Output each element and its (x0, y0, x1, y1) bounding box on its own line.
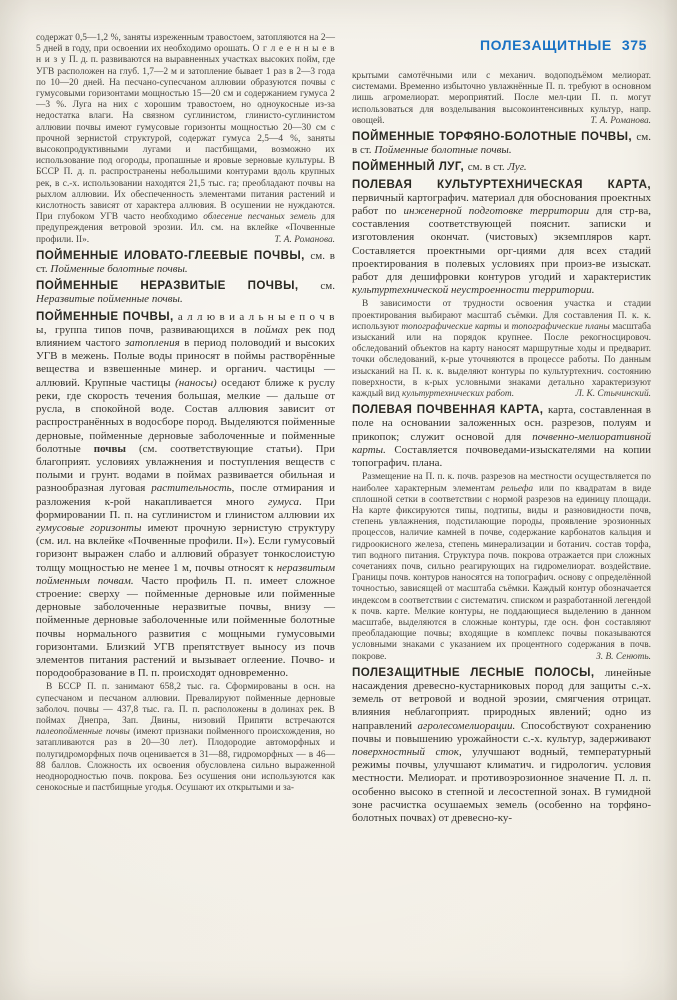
body-text: для стр-ва, составления соответствующей пояснит. записки и изготовления окончат. (чистовых) экземпляров карт. Составляется проектными орг-циями для всех стадий проектирования в полевых условиях при произ-ве изыскат. работ для дешифровки контуров угодий и характеристик (352, 205, 651, 284)
headword-text: ПОЛЕВАЯ КУЛЬТУРТЕХНИЧЕСКАЯ КАРТА, (352, 177, 651, 191)
italic-term: Луг. (507, 161, 527, 174)
italic-term: (наносы) (175, 376, 217, 389)
author-signature: Т. А. Романова. (274, 234, 335, 245)
headword-text: ПОЛЕВАЯ ПОЧВЕННАЯ КАРТА, (352, 403, 548, 417)
italic-term: почвенно-мелиоративной карты. (352, 430, 651, 456)
italic-term: растительность (151, 482, 232, 495)
running-head (352, 37, 651, 53)
body-text: имеют прочную зернистую структуру (см. ил. на вклейке «Почвенные профили. II»). Если гумусовый горизонт выражен слабо и аллювий образует тонкослоистую толщу мощностью не менее 1 м, почвы относят к (36, 521, 335, 574)
entry-paragraph (352, 178, 651, 298)
italic-term: поверхностный сток (352, 745, 459, 758)
body-text: крытыми самотёчными или с механич. водоподъёмом мелиорат. системами. Временно избыточно увлажнённые П. п. требуют в основном лишь агромелиорат. мероприятий. После мел-ции П. п. могут использоваться для возделывания высокоинтенсивных культур, напр. овощей. (352, 71, 651, 126)
italic-term: Пойменные болотные почвы. (374, 144, 512, 157)
body-text: для предупреждения ветровой эрозии. Ил. см. на вклейке «Почвенные профили. II». (36, 212, 335, 245)
body-paragraph (36, 682, 335, 794)
italic-term: гумуса (268, 495, 299, 508)
body-text: или по квадратам в виде сплошной сетки в соответствии с нормой разрезов на единицу площади. На карте фиксируются типы, подтипы, виды и разновидности почв, степень увлажнения, подстилающие породы, проявление эрозионных процессов, наличие камней в почве, содержание карбонатов кальция и гидроокисного железа, степень минерализации и ботанич. состав торфа, тип водного питания. Структура почв. покрова отражается при сложных сочетаниях почв, сильно реагирующих на гидромелиорат. воздействие. Границы почв. контуров наносятся на топографич. основу с определённой точностью, зависящей от масштаба съёмки. Каждый контур обозначается индексом в соответствии с систематич. списком и разработанной легендой к почв. карте. Мелкие контуры, не поддающиеся выделению в данном масштабе, выделяются в сложные контуры, где осн. фон составляют преобладающие почвы; входящие в комплекс почвы показываются условными знаками с указанием их процентного содержания в почв. покрове. (352, 483, 652, 662)
spaced-term: О г л е е н н ы е в н и з у (36, 44, 335, 66)
body-text: линейные насаждения древесно-кустарниковых пород для защиты с.-х. земель от ветровой и водной эрозии, смягчения отрицат. влияния неблагоприят. природных явлений; одно из направлений (352, 666, 651, 732)
italic-term: поймах (254, 323, 288, 336)
italic-term: палеопойменные почвы (36, 727, 130, 738)
author-signature: З. В. Сенють. (596, 651, 651, 662)
bold-term: почвы (93, 442, 127, 455)
body-text: (имеют признаки пойменного происхождения, но затапливаются раз в 20—30 лет). Плодородие автоморфных и полугидроморфных почв оценивается в 31—88, гидроморфных — в 46—88 баллов. Сложность их освоения обусловлена сильно выраженной неоднородностью почв. покрова. Без осушения они используются как сенокосные и пастбищные угодья. Осушают их открытыми и за- (36, 727, 335, 794)
body-text: содержат 0,5—1,2 %, заняты изреженным травостоем, затопляются на 2—5 дней в году, при освоении их необходимо орошать. (36, 33, 335, 55)
body-text: В БССР П. п. занимают 658,2 тыс. га. Сформированы в осн. на супесчаном и песчаном аллювии. Превалируют пойменные дерновые заболоч. почвы — 437,8 тыс. га. П. п. расположены в долинах рек. В поймах Днепра, Зап. Двины, низовий Припяти встречаются (36, 682, 335, 726)
body-text: В зависимости от трудности освоения участка и стадии проектирования выбирают масштаб съёмки. Для составления П. к. к. используют (352, 299, 651, 332)
entry-paragraph (352, 666, 651, 825)
body-text: см. (320, 280, 335, 293)
body-text: масштаба изысканий или на порядок крупнее. После рекогносцировоч. обследований объектов на карту наносят маршрутные ходы и предварит. точки обследований, к-рые уточняются в процессе работы. По данным изысканий на П. к. к. выделяют контуры по культуртехнич. состоянию поверхности, в к-рых условными знаками детально характеризуют каждый вид (352, 321, 651, 400)
body-text: П. д. п. развиваются на выравненных участках высоких пойм, где УГВ расположен на глуб. 1,7—2 м и затопление бывает 1 раз в 2—3 года по 10—20 дней. На песчано-супесчаном аллювии образуются почвы с гумусовыми горизонтами мощностью 15—20 см и содержанием гумуса 2—3 %. Луга на них с хорошим травостоем, но одноукосные из-за недостатка влаги. На связном суглинистом, глинисто-суглинистом аллювии почвы имеют гумусовые горизонты мощностью 20—30 см с прочной зернистой структурой, содержат гумуса 2,5—4 %, заняты высокопродуктивными лугами и пастбищами, возможно их использование под огороды, пропашные и яровые зерновые культуры. В БССР П. д. п. распространены небольшими контурами вдоль крупных рек, в с.-х. использовании находятся 21,5 тыс. га; преобладают почвы на рыхлом аллювии. Их обеспеченность элементами питания растений и кислотность зависят от характера аллювия. В осушении не нуждаются. При глубоком УГВ часто необходимо (36, 55, 335, 223)
italic-term: агролесомелиорации. (417, 719, 516, 732)
italic-term: неразвитым пойменным почвам. (36, 561, 335, 587)
headword-text: ПОЙМЕННЫЕ ТОРФЯНО-БОЛОТНЫЕ ПОЧВЫ, (352, 130, 637, 144)
body-text: первичный картографич. материал для обоснования проектных работ по (352, 191, 651, 218)
body-paragraph (352, 472, 651, 662)
author-signature: Т. А. Романова. (590, 115, 651, 126)
italic-term: топографические планы (511, 321, 610, 332)
italic-term: Неразвитые пойменные почвы. (36, 293, 183, 306)
italic-term: затопления (124, 337, 180, 350)
page-edge-shadow (663, 0, 677, 1000)
entry-paragraph (352, 130, 651, 157)
headword-text: ПОЙМЕННЫЕ ИЛОВАТО-ГЛЕЕВЫЕ ПОЧВЫ, (36, 248, 311, 262)
right-column (352, 33, 651, 827)
headword-text: ПОЙМЕННЫЕ НЕРАЗВИТЫЕ ПОЧВЫ, (36, 279, 321, 293)
italic-term: культуртехнической неустроенности территории. (352, 284, 595, 297)
headword-text: ПОЙМЕННЫЙ ЛУГ, (352, 160, 468, 174)
body-text: , после отмирания и разложения к-рой накапливается много (36, 482, 335, 508)
running-head-word: ПОЛЕЗАЩИТНЫЕ (479, 37, 612, 53)
italic-term: облесение песчаных земель (203, 212, 316, 223)
body-text: рек под влиянием частого (36, 323, 335, 350)
body-text: Составляется почвоведами-изыскателями на копии топографич. плана. (352, 443, 651, 470)
body-paragraph (352, 71, 651, 127)
entry-paragraph (36, 249, 335, 276)
italic-term: культуртехнических работ. (402, 389, 515, 400)
body-text: и (501, 321, 512, 332)
italic-term: Пойменные болотные почвы. (50, 263, 188, 276)
italic-term: топографические карты (401, 321, 502, 332)
page-number: 375 (621, 37, 647, 53)
body-paragraph (36, 33, 335, 246)
body-text: , улучшают водный, температурный режимы почвы, улучшают климатич. и гидрологич. условия местности. Мелиорат. и противоэрозионное значение П. л. п. особенно высоко в степной и лесостепной зонах. В гумидной зоне расчистка осушаемых земель (особенно на торфяно-болотных почвах) от древесно-ку- (352, 745, 652, 824)
headword-text: ПОЙМЕННЫЕ ПОЧВЫ, (36, 309, 178, 323)
body-text: см. в ст. (352, 131, 651, 157)
body-text: группа типов почв, развивающихся в (54, 323, 255, 336)
entry-paragraph (352, 160, 651, 174)
body-text: Размещение на П. п. к. почв. разрезов на местности осуществляется по наиболее характерным элементам (352, 472, 651, 494)
italic-term: гумусовые горизонты (36, 521, 142, 534)
body-text: карта, составленная в поле на основании заложенных осн. разрезов, полуям и прикопок; служит основой для (352, 404, 651, 443)
body-text: . При формировании П. п. на суглинистом и глинистом аллювии их (36, 495, 335, 521)
body-paragraph (352, 299, 651, 400)
spaced-term: а л л ю в и а л ь н ы е п о ч в ы, (36, 310, 335, 336)
author-signature: Л. К. Стычинский. (575, 389, 651, 400)
entry-paragraph (352, 403, 651, 470)
body-text: Часто профиль П. п. имеет сложное строение: сверху — пойменные дерновые или пойменные дерновые заболоченные неразвитые почвы, внизу — пойменные дерновые заболоченные или пойменные болотные почвы нормального развития с мощными гумусовыми горизонтами. Близкий УГВ препятствует выносу из почв элементов питания растений и вызывает оглеение. Почво- и породообразование в П. п. происходят одновременно. (36, 574, 335, 680)
body-text: см. в ст. (36, 249, 335, 276)
body-text: оседают ближе к руслу реки, где скорость течения большая, мелкие — дальше от русла, в спокойной воде. Состав аллювия зависит от распространённых в водосборе пород. Выделяются пойменные дерновые, пойменные дерновые заболоченные и пойменные болотные (36, 376, 335, 455)
entry-paragraph (36, 310, 335, 681)
entry-paragraph (36, 279, 335, 306)
body-text: Способствуют сохранению почвы и повышению урожайности с.-х. культур, задерживают (352, 719, 651, 745)
body-text: в период половодий и высоких УГВ в межень. Полые воды приносят в поймы растворённые вещества и взвешенные минер. и органич. частицы — аллювий. Крупные частицы (36, 337, 335, 389)
body-text: см. в ст. (467, 161, 508, 174)
italic-term: рельефа (500, 483, 534, 494)
italic-term: инженерной подготовке территории (403, 205, 590, 218)
left-column (36, 33, 335, 796)
body-text: (см. соответствующие статьи). При благоприят. условиях увлажнения и поступления веществ с полыми и грунт. водами в поймах развивается обильная и разнообразная луговая (36, 442, 335, 495)
headword-text: ПОЛЕЗАЩИТНЫЕ ЛЕСНЫЕ ПОЛОСЫ, (352, 665, 605, 679)
